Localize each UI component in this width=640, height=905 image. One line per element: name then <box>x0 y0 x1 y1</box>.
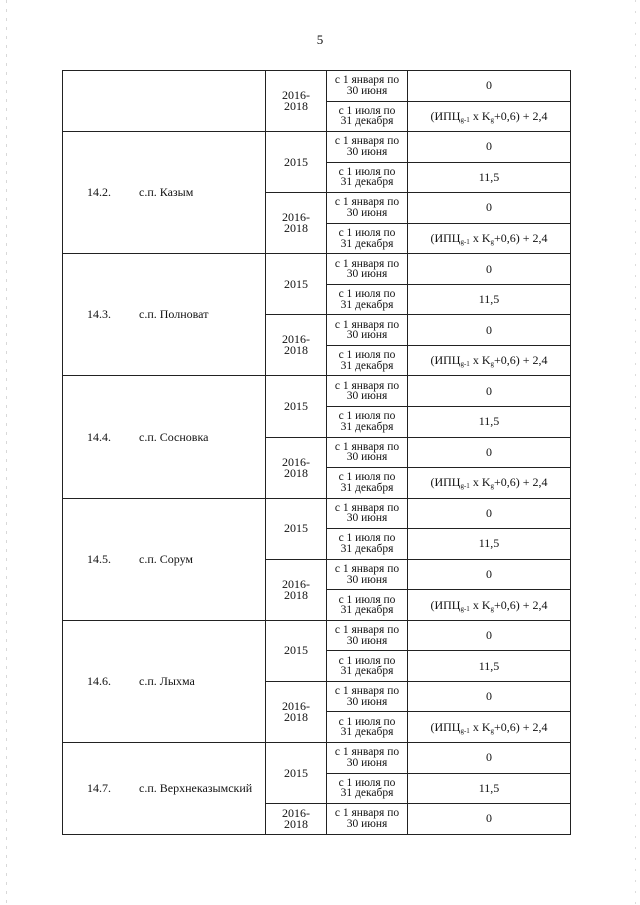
value-cell: 0 <box>408 559 571 590</box>
period-cell: с 1 июля по 31 декабря <box>327 162 408 193</box>
value-cell: 11,5 <box>408 529 571 560</box>
table-row <box>63 254 571 285</box>
period-cell: с 1 января по 30 июня <box>327 681 408 712</box>
period-cell: с 1 июля по 31 декабря <box>327 407 408 438</box>
period-cell: с 1 января по 30 июня <box>327 620 408 651</box>
settlement-number: 14.7. <box>87 780 111 795</box>
year-cell: 2016- 2018 <box>266 559 327 620</box>
settlement-name: с.п. Казым <box>139 185 194 200</box>
value-cell: 0 <box>408 804 571 835</box>
settlement-cell <box>63 254 266 376</box>
year-cell: 2016- 2018 <box>266 681 327 742</box>
period-cell: с 1 января по 30 июня <box>327 437 408 468</box>
period-cell: с 1 июля по 31 декабря <box>327 712 408 743</box>
settlement-name: с.п. Лыхма <box>139 673 195 688</box>
year-cell: 2016- 2018 <box>266 804 327 835</box>
period-cell: с 1 июля по 31 декабря <box>327 101 408 132</box>
period-cell: с 1 июля по 31 декабря <box>327 590 408 621</box>
period-cell: с 1 января по 30 июня <box>327 71 408 102</box>
period-cell: с 1 января по 30 июня <box>327 498 408 529</box>
period-cell: с 1 января по 30 июня <box>327 804 408 835</box>
value-cell: 0 <box>408 315 571 346</box>
settlement-name: с.п. Сорум <box>139 551 194 566</box>
formula-cell: ($ИПЦ_{g-1}$ x $K_g+0,6) + 2,4$ <box>408 712 571 743</box>
value-cell: 0 <box>408 71 571 102</box>
period-cell: с 1 июля по 31 декабря <box>327 345 408 376</box>
period-cell: с 1 января по 30 июня <box>327 743 408 774</box>
year-cell: 2016- 2018 <box>266 437 327 498</box>
year-cell: 2015 <box>266 498 327 559</box>
period-cell: с 1 июля по 31 декабря <box>327 529 408 560</box>
value-cell: 0 <box>408 743 571 774</box>
scan-edge-left <box>6 0 7 905</box>
settlement-name: с.п. Верхнеказымский <box>139 780 253 795</box>
period-cell: с 1 июля по 31 декабря <box>327 468 408 499</box>
value-cell: 0 <box>408 254 571 285</box>
year-cell: 2015 <box>266 254 327 315</box>
year-cell: 2015 <box>266 743 327 804</box>
value-cell: 0 <box>408 132 571 163</box>
settlement-cell <box>63 620 266 742</box>
period-cell: с 1 января по 30 июня <box>327 254 408 285</box>
formula-cell: ($ИПЦ_{g-1}$ x $K_g+0,6) + 2,4$ <box>408 468 571 499</box>
formula-cell: ($ИПЦ_{g-1}$ x $K_g+0,6) + 2,4$ <box>408 101 571 132</box>
year-cell: 2015 <box>266 620 327 681</box>
formula-cell: ($ИПЦ_{g-1}$ x $K_g+0,6) + 2,4$ <box>408 590 571 621</box>
settlement-cell <box>63 498 266 620</box>
table-row <box>63 71 571 102</box>
period-cell: с 1 января по 30 июня <box>327 315 408 346</box>
table-row <box>63 376 571 407</box>
period-cell: с 1 января по 30 июня <box>327 376 408 407</box>
value-cell: 0 <box>408 681 571 712</box>
period-cell: с 1 июля по 31 декабря <box>327 651 408 682</box>
value-cell: 11,5 <box>408 284 571 315</box>
year-cell: 2016- 2018 <box>266 71 327 132</box>
settlement-cell <box>63 132 266 254</box>
tariff-table <box>62 70 571 835</box>
year-cell: 2016- 2018 <box>266 315 327 376</box>
settlement-cell <box>63 743 266 835</box>
settlement-cell-empty <box>63 71 266 132</box>
period-cell: с 1 июля по 31 декабря <box>327 773 408 804</box>
settlement-number: 14.6. <box>87 673 111 688</box>
table-row <box>63 620 571 651</box>
settlement-number: 14.3. <box>87 307 111 322</box>
page-number: 5 <box>316 32 324 47</box>
settlement-number: 14.4. <box>87 429 111 444</box>
value-cell: 11,5 <box>408 773 571 804</box>
settlement-number: 14.2. <box>87 185 111 200</box>
settlement-cell <box>63 376 266 498</box>
formula-cell: ($ИПЦ_{g-1}$ x $K_g+0,6) + 2,4$ <box>408 345 571 376</box>
scan-edge-right <box>635 0 636 905</box>
table-row <box>63 498 571 529</box>
value-cell: 0 <box>408 620 571 651</box>
value-cell: 11,5 <box>408 651 571 682</box>
year-cell: 2015 <box>266 132 327 193</box>
value-cell: 0 <box>408 193 571 224</box>
value-cell: 0 <box>408 376 571 407</box>
table-row <box>63 132 571 163</box>
value-cell: 11,5 <box>408 162 571 193</box>
period-cell: с 1 января по 30 июня <box>327 132 408 163</box>
formula-cell: ($ИПЦ_{g-1}$ x $K_g+0,6) + 2,4$ <box>408 223 571 254</box>
settlement-name: с.п. Сосновка <box>139 429 209 444</box>
year-cell: 2015 <box>266 376 327 437</box>
period-cell: с 1 января по 30 июня <box>327 193 408 224</box>
settlement-number: 14.5. <box>87 551 111 566</box>
period-cell: с 1 июля по 31 декабря <box>327 223 408 254</box>
settlement-name: с.п. Полноват <box>139 307 209 322</box>
table-row <box>63 743 571 774</box>
value-cell: 11,5 <box>408 407 571 438</box>
period-cell: с 1 июля по 31 декабря <box>327 284 408 315</box>
year-cell: 2016- 2018 <box>266 193 327 254</box>
period-cell: с 1 января по 30 июня <box>327 559 408 590</box>
value-cell: 0 <box>408 498 571 529</box>
value-cell: 0 <box>408 437 571 468</box>
